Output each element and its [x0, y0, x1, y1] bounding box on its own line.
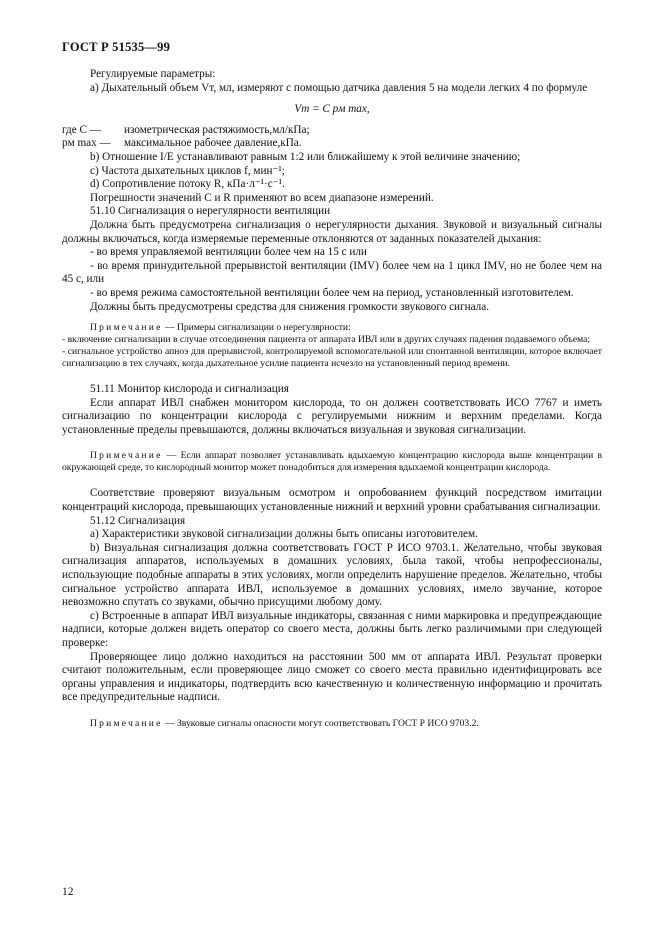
- paragraph: а) Характеристики звуковой сигнализации должны быть описаны изготовителем.: [90, 528, 478, 541]
- paragraph: b) Отношение I/E устанавливают равным 1:2 или ближайшему к этой величине значению;: [90, 150, 521, 163]
- formula: Vт = C pм max,: [294, 103, 370, 116]
- note-item: - сигнальное устройство апноэ для прерывистой, контролируемой вспомогательной или спонтанной вентиляции, которое включает сигнализацию в тех случаях, когда дыхательное усилие пациента исчезло на установленный период времени.: [62, 346, 602, 370]
- note-label: Примечание: [90, 450, 163, 462]
- note-item: - включение сигнализации в случае отсоединения пациента от аппарата ИВЛ или в других случаях падения подаваемого объема;: [62, 334, 591, 346]
- definition-key: где C —: [62, 123, 101, 136]
- note: [62, 322, 602, 334]
- paragraph: - во время режима самостоятельной вентиляции более чем на период, установленный изготовителем.: [90, 286, 574, 299]
- note-label: Примечание: [90, 717, 163, 729]
- section-heading: 51.12 Сигнализация: [90, 514, 186, 527]
- document-header: ГОСТ Р 51535—99: [62, 40, 171, 54]
- section-heading: 51.10 Сигнализация о нерегулярности вентиляции: [90, 205, 331, 218]
- definition-row: [62, 124, 602, 138]
- paragraph: Проверяющее лицо должно находиться на расстоянии 500 мм от аппарата ИВЛ. Результат проверки считают положительным, если проверяющее лицо сможет со своего места правильно идентифицировать все органы управления и индикаторы, подтвердить всю качественную и количественную информацию и прочитать все предупредительные надписи.: [62, 650, 602, 704]
- paragraph: d) Сопротивление потоку R, кПа·л⁻¹·с⁻¹.: [90, 178, 285, 191]
- note: [62, 450, 602, 474]
- definition-row: [62, 137, 602, 151]
- paragraph: Должна быть предусмотрена сигнализация о нерегулярности дыхания. Звуковой и визуальный сигналы должны включаться, когда измеряемые переменные отклоняются от заданных показателей дыхания:: [62, 218, 602, 245]
- page-number: 12: [62, 886, 74, 898]
- paragraph: с) Частота дыхательных циклов f, мин⁻¹;: [90, 164, 285, 177]
- paragraph: Соответствие проверяют визуальным осмотром и опробованием функций посредством имитации концентраций кислорода, превышающих установленные нижний и верхний уровни срабатывания сигнализации.: [62, 487, 602, 514]
- paragraph: Погрешности значений C и R применяют во всем диапазоне измерений.: [90, 191, 434, 204]
- note-text: — Примеры сигнализации о нерегулярности:: [164, 322, 351, 334]
- paragraph: - во время управляемой вентиляции более чем на 15 с или: [90, 246, 367, 259]
- note: [62, 718, 602, 730]
- paragraph: Регулируемые параметры:: [90, 68, 216, 80]
- note-label: Примечание: [90, 322, 163, 334]
- paragraph: с) Встроенные в аппарат ИВЛ визуальные индикаторы, связанная с ними маркировка и предупреждающие надписи, которые должен видеть оператор со своего места, должны быть легко различимыми при следующей проверке:: [62, 609, 602, 649]
- definition-value: изометрическая растяжимость,мл/кПа;: [124, 123, 310, 136]
- section-heading: 51.11 Монитор кислорода и сигнализация: [90, 383, 289, 396]
- paragraph: b) Визуальная сигнализация должна соответствовать ГОСТ Р ИСО 9703.1. Желательно, чтобы звуковая сигнализация аппаратов, используемых в домашних условиях, была такой, чтобы непрофессионалы, использующие подобные аппараты в этих условиях, могли определить нарушение пределов. Желательно, чтобы сигнальное устройство аппарата ИВЛ, используемое в домашних условиях, имело звучание, которое невозможно спутать со звуками, обычно присущими любому дому.: [62, 541, 602, 609]
- document-body: [62, 68, 602, 730]
- paragraph: Если аппарат ИВЛ снабжен монитором кислорода, то он должен соответствовать ИСО 7767 и иметь сигнализацию по концентрации кислорода с регулируемыми нижним и верхним пределами. Когда установленные пределы превышаются, должны включаться визуальная и звуковая сигнализации.: [62, 396, 602, 436]
- definition-key: pм max —: [62, 137, 111, 150]
- definition-value: максимальное рабочее давление,кПа.: [124, 137, 302, 150]
- note-text: — Если аппарат позволяет устанавливать вдыхаемую концентрацию кислорода выше концентрации в окружающей среде, то кислородный монитор может понадобиться для измерения вдыхаемой концентрации кислорода.: [62, 450, 602, 474]
- paragraph: - во время принудительной прерывистой вентиляции (IMV) более чем на 1 цикл IMV, но не более чем на 45 с, или: [62, 259, 602, 286]
- paragraph: Должны быть предусмотрены средства для снижения громкости звукового сигнала.: [90, 300, 490, 313]
- paragraph: а) Дыхательный объем Vт, мл, измеряют с помощью датчика давления 5 на модели легких 4 по формуле: [90, 81, 588, 94]
- note-text: — Звуковые сигналы опасности могут соответствовать ГОСТ Р ИСО 9703.2.: [164, 717, 479, 729]
